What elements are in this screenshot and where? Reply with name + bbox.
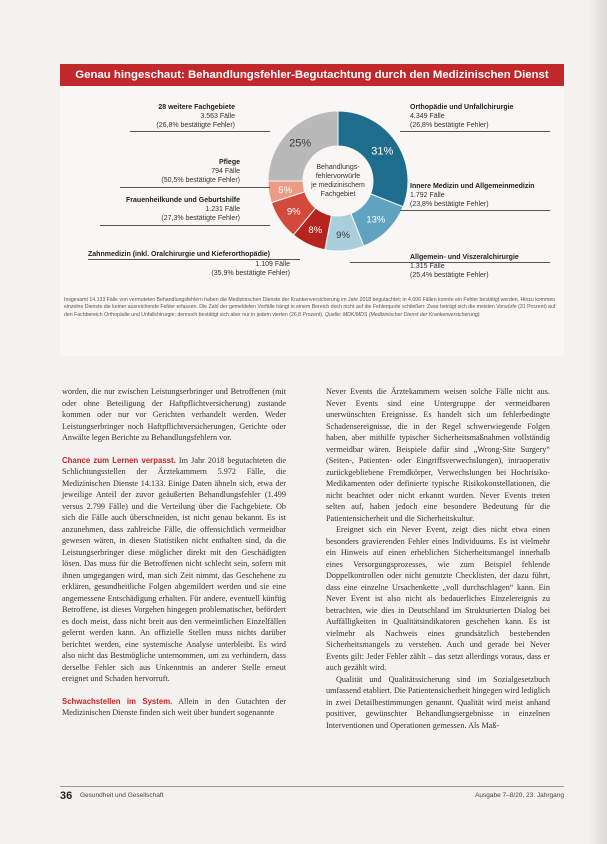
label-cases: 1.109 Fälle [255,261,290,268]
leader-line [120,187,270,188]
pie-center-line: Fachgebiet [320,191,356,198]
label-cases: 3.563 Fälle [200,113,235,120]
pie-slice-label: 9% [336,229,350,241]
leader-line [350,262,550,263]
label-rate: (23,8% bestätigte Fehler) [410,201,489,208]
leader-line [400,210,550,211]
paragraph: Ereignet sich ein Never Event, zeigt dies nicht etwa einen besonders gravierenden Fehler eines Individuums. Es ist vielmehr ein Hinweis auf einen erheblichen Sicherheitsmangel innerhalb eines Versorgungsprozesses, wie zum Beispiel fehlende Doppelkontrollen oder nicht genutzte Checklisten, der dazu führt, dass eine einzelne Ursachenkette „voll durchschlagen“ kann. Ein Never Event ist also nicht als bedauerliches Einzelereignis zu betrachten, wie dies in Deutschland im Strukturierten Dialog bei Auffälligkeiten in Qualitätsindikatoren geschehen kann. Es ist vielmehr als Nachweis eines grundsätzlich bestehenden Sicherheitsmangels zu verstehen. Auch und gerade bei Never Events gilt: Jeder Fehler zählt – das setzt allerdings voraus, dass er auch gezählt wird. [326,525,550,672]
label-allg [410,253,560,280]
label-pflege [140,158,240,185]
label-rate: (26,8% bestätigte Fehler) [156,122,235,129]
body-column-right [326,386,550,731]
label-zahn [88,250,278,259]
leader-line [88,259,300,260]
label-cases: 1.315 Fälle [410,263,445,270]
pie-chart [248,106,428,256]
paragraph-text: Im Jahr 2018 begutachteten die Schlichtungsstellen der Ärztekammern 5.972 Fälle, die Medizinischen Dienste 14.133. Einige Daten ähneln sich, etwa der jeweilige Anteil der zuvor geäußerten Behandlungsfehler (1.499 versus 2.799 Fälle) und die Verteilung über die Fachgebiete. Ob sich die Fälle auch überschneiden, ist nicht genau bekannt. Es ist anzunehmen, dass zahlreiche Fälle, die offensichtlich vermeidbar gewesen wären, in diesen Statistiken nicht enthalten sind, da die Leistungserbringer diese möglicher direkt mit den Geschädigten lösen. Das muss für die Betroffenen nicht schlecht sein, sofern mit ihnen umgegangen wird, man sich Zeit nimmt, das Geschehene zu erklären, gesundheitliche Folgen abgemildert werden und sie eine angemessene Entschädigung erhalten. Für andere, eventuell künftig Betroffene, ist dieses Vorgehen hingegen problematischer, befördert es doch meist, dass nicht breit aus den vermeintlichen Einzelfällen gelernt werden kann. An offizielle Stellen muss nichts darüber berichtet werden, eine systemische Analyse unterbleibt. Es wird also nicht das Bestmögliche unternommen, um zu verhindern, dass derselbe Fehler sich aus Unkenntnis an anderer Stelle erneut ereignet und Schaden hervorruft. [62,455,287,683]
source-ref: Quelle: MDK/MDS (Medizinischer Dienst der Krankenversicherung) [324,311,480,318]
footer-rule [60,786,564,787]
pie-slice-label: 5% [278,184,293,196]
label-name: 28 weitere Fachgebiete [158,104,235,111]
pie-center-hole [304,147,372,215]
label-name: Innere Medizin und Allgemeinmedizin [410,183,535,190]
paragraph: Never Events die Ärztekammern weisen solche Fälle nicht aus. Never Events sind eine Untergruppe der vermeidbaren unerwünschten Ereignisse. Es handelt sich um fehlerbedingte Schadensereignisse, die in der Regel schwerwiegende Folgen haben, aber mithilfe typischer Sicherheitsmaßnahmen vollständig vermeidbar wären. Beispiele dafür sind „Wrong-Site Surgery“ (Seiten-, Patienten- oder Eingriffsverwechslungen), intraoperativ zurückgebliebene Fremdkörper, Verwechslungen bei Hochrisiko-Medikamenten oder definierte typische Risikokonstellationen, die nicht beachtet oder nicht erkannt wurden. Never Events treten selten auf, haben jedoch eine besondere Bedeutung für die Patientensicherheit und die Sicherheitskultur. [326,387,550,523]
leader-line [400,131,550,132]
label-innere [410,182,560,209]
label-ortho [410,103,560,130]
label-cases: 794 Fälle [211,168,240,175]
label-rate: (26,8% bestätigte Fehler) [410,122,489,129]
paragraph: Qualität und Qualitätssicherung sind im Sozialgesetzbuch umfassend etabliert. Die Patientensicherheit hingegen wird lediglich in zwei Detailbestimmungen genannt. Qualität wird meist anhand positiver, gewünschter Behandlungsergebnisse in einzelnen Interventionen und Operationen gemessen. Als Maß- [326,674,550,730]
pie-slice-label: 13% [366,214,386,226]
label-cases: 1.792 Fälle [410,192,445,199]
label-rate: (25,4% bestätigte Fehler) [410,272,489,279]
label-rate: (27,3% bestätigte Fehler) [161,215,240,222]
run-in-heading: Schwachstellen im System. [62,696,173,706]
label-name: Zahnmedizin (inkl. Oralchirurgie und Kieferorthopädie) [88,251,271,258]
label-rate: (35,9% bestätigte Fehler) [211,270,290,277]
pie-slice-label: 8% [308,224,323,236]
label-name: Pflege [218,159,240,166]
label-weitere [120,103,235,130]
label-rate: (50,5% bestätigte Fehler) [161,177,240,184]
page-footer [60,790,564,802]
pie-slice-label: 9% [286,206,301,218]
label-name: Allgemein- und Viszeralchirurgie [410,254,519,261]
paragraph: worden, die nur zwischen Leistungserbringer und Betroffenen (mit oder ohne Beteiligung der Haftpflichtversicherung) zustande kommen oder nur vor Gerichten verhandelt werden. Weder Leistungserbringer noch Haftpflichtversicherungen, Gerichte oder Anwälte legen Berichte zu Behandlungsfehlern vor. [62,387,286,442]
magazine-name: Gesundheit und Gesellschaft [80,792,164,799]
body-column-left [62,386,286,719]
label-name: Frauenheilkunde und Geburtshilfe [126,197,240,204]
paragraph [62,455,286,685]
pie-slice-label: 31% [371,145,394,158]
label-zahn-values [150,260,290,278]
page-number: 36 [60,790,73,802]
issue-info: Ausgabe 7–8/20, 23. Jahrgang [475,792,564,799]
paragraph [62,696,286,719]
paragraph-text: Allein in den Gutachten der Medizinischen Dienste finden sich weit über hundert sogenannte [62,696,286,717]
leader-line [130,131,270,132]
run-in-heading: Chance zum Lernen verpasst. [62,455,176,465]
pie-center-line: fehlervorwürfe [315,173,361,180]
pie-center-line: je medizinischem [311,182,365,189]
infobox-title: Genau hingeschaut: Behandlungsfehler-Begutachtung durch den Medizinischen Dienst [60,64,564,86]
label-frauen [85,196,240,223]
source-text: Insgesamt 14.133 Fälle von vermuteten Behandlungsfehlern haben die Medizinischen Dienste der Krankenversicherung im Jahr 2018 begutachtet; in 4.006 Fällen konnte ein Fehler bestätigt werden. Hinzu kommen einzelne Dienste die keiner ausreichende Fehler erfassen. Die Zahl der gemeldeten Vorfälle hängt in einem Bereich doch nicht auf die Fehlerquote schließen: Zwar beträgt sich die meisten Vorwürfe (31 Prozent) auf den Fachbereich Orthopädie und Unfallchirurgie; dennoch bestätigt sich aber nur in jedem vierten (26,8 Prozent). [64,297,556,318]
pie-center-line: Behandlungs- [316,164,360,171]
pie-slice-label: 25% [289,137,312,150]
label-cases: 1.231 Fälle [205,206,240,213]
leader-line [100,225,270,226]
label-cases: 4.349 Fälle [410,113,445,120]
infobox-source [64,297,562,319]
label-name: Orthopädie und Unfallchirurgie [410,104,514,111]
